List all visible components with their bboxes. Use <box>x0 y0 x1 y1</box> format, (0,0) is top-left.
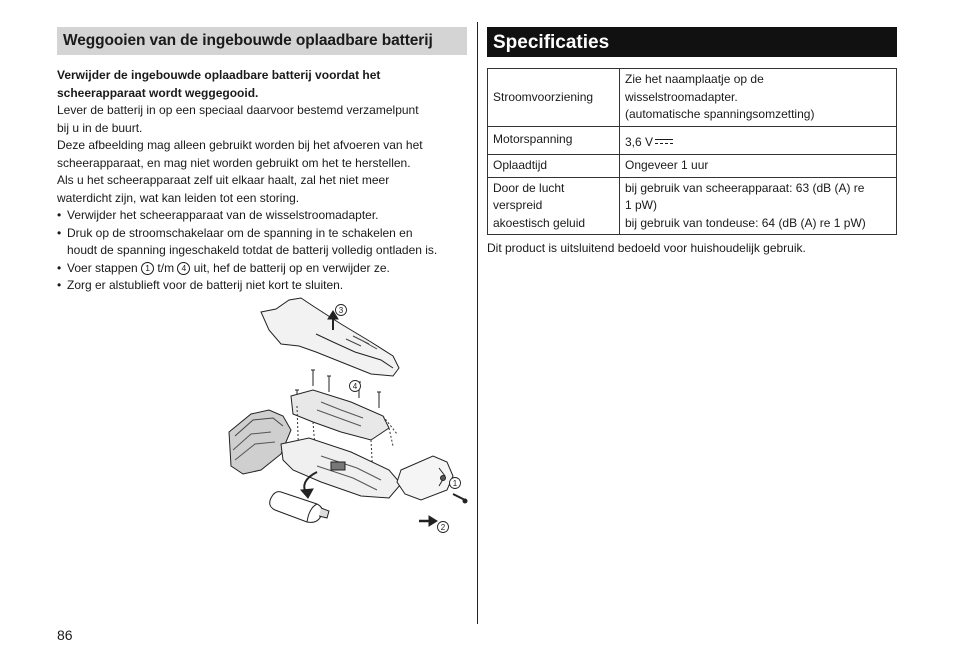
bullet-item-4: • Zorg er alstublieft voor de batterij niet kort te sluiten. <box>57 277 467 295</box>
page-number: 86 <box>57 627 73 643</box>
para3-line-1: Als u het scheerapparaat zelf uit elkaar haalt, zal het niet meer <box>57 173 390 187</box>
bullet2-line-2: houdt de spanning ingeschakeld totdat de batterij volledig ontladen is. <box>67 243 438 257</box>
step-2-label <box>438 522 449 533</box>
section-heading-disposal: Weggooien van de ingebouwde oplaadbare batterij <box>57 27 467 55</box>
table-row <box>488 177 897 235</box>
para2-line-2: scheerapparaat, en mag niet worden gebruikt om het te herstellen. <box>57 155 411 170</box>
column-divider <box>477 22 478 624</box>
table-row <box>488 126 897 155</box>
spec-key: Door de lucht verspreid akoestisch geluid <box>488 177 620 235</box>
para3-line-2: waterdicht zijn, wat kan leiden tot een storing. <box>57 190 300 205</box>
svg-text:3: 3 <box>338 306 344 315</box>
spec-key: Oplaadtijd <box>488 155 620 178</box>
disposal-body <box>57 67 467 295</box>
circled-number-icon: 1 <box>141 262 154 275</box>
step-1-label <box>450 478 461 489</box>
spec-value: bij gebruik van scheerapparaat: 63 (dB (A) re 1 pW) bij gebruik van tondeuse: 64 (dB (A) re 1 pW) <box>620 177 897 235</box>
spec-value: Ongeveer 1 uur <box>620 155 897 178</box>
svg-text:4: 4 <box>352 382 358 391</box>
spec-value: 3,6 V <box>620 126 897 155</box>
bold-intro-line-1: Verwijder de ingebouwde oplaadbare batterij voordat het <box>57 68 381 82</box>
bullet2-line-1: Druk op de stroomschakelaar om de spanning in te schakelen en <box>67 225 413 240</box>
table-row <box>488 155 897 178</box>
household-use-note: Dit product is uitsluitend bedoeld voor huishoudelijk gebruik. <box>487 241 806 255</box>
disassembly-illustration <box>221 294 471 539</box>
para2-line-1: Deze afbeelding mag alleen gebruikt worden bij het afvoeren van het <box>57 138 423 152</box>
spec-table <box>487 68 897 235</box>
spec-key: Stroomvoorziening <box>488 69 620 127</box>
circled-number-icon: 4 <box>177 262 190 275</box>
step-4-label <box>350 381 361 392</box>
bullet-item-3: • Voer stappen 1 t/m 4 uit, hef de batterij op en verwijder ze. <box>57 260 467 278</box>
step-3-label <box>336 305 347 316</box>
bullet-item-1: • Verwijder het scheerapparaat van de wisselstroomadapter. <box>57 207 467 225</box>
shaver-exploded-view-icon <box>221 294 471 539</box>
para1-line-2: bij u in de buurt. <box>57 120 143 135</box>
svg-text:1: 1 <box>452 479 458 488</box>
specifications-section <box>487 27 897 257</box>
direct-current-icon <box>655 138 673 146</box>
para1-line-1: Lever de batterij in op een speciaal daarvoor bestemd verzamelpunt <box>57 103 419 117</box>
spec-value: Zie het naamplaatje op de wisselstroomadapter. (automatische spanningsomzetting) <box>620 69 897 127</box>
table-row <box>488 69 897 127</box>
instruction-list <box>57 207 467 295</box>
spec-key: Motorspanning <box>488 126 620 155</box>
bold-intro-line-2: scheerapparaat wordt weggegooid. <box>57 85 259 100</box>
svg-text:2: 2 <box>440 523 446 532</box>
section-heading-specifications: Specificaties <box>487 27 897 57</box>
disposal-section <box>57 27 467 295</box>
bullet-item-2 <box>57 225 467 260</box>
